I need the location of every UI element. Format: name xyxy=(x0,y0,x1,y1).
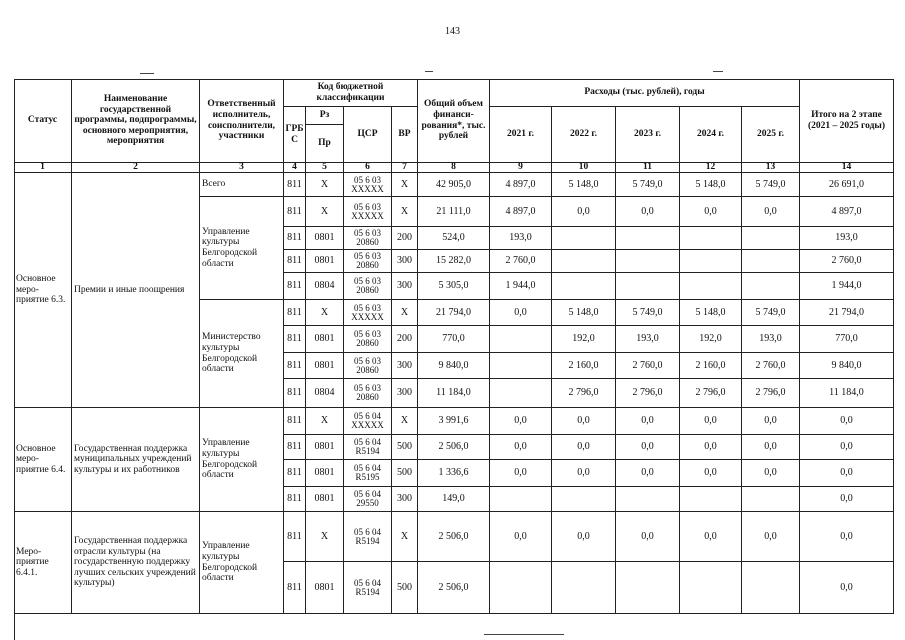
cell-y2022 xyxy=(552,227,616,250)
page-number: 143 xyxy=(445,26,460,37)
cell-y2024: 0,0 xyxy=(680,197,742,227)
cell-vr: 300 xyxy=(392,487,418,512)
cell-csr: 05 6 04 R5194 xyxy=(344,562,392,614)
cell-rzpr: 0801 xyxy=(306,353,344,379)
header-grbs: ГРБ С xyxy=(284,107,306,163)
header-vr: ВР xyxy=(392,107,418,163)
cell-grbs: 811 xyxy=(284,173,306,197)
column-number: 10 xyxy=(552,163,616,173)
cell-sum: 11 184,0 xyxy=(800,379,894,408)
name-cell: Премии и иные поощрения xyxy=(72,173,200,408)
status-cell: Основное меро-приятие 6.3. xyxy=(14,173,72,408)
responsible-cell: Всего xyxy=(200,173,284,197)
cell-rzpr: X xyxy=(306,173,344,197)
cell-y2024: 2 160,0 xyxy=(680,353,742,379)
cell-vr: 500 xyxy=(392,435,418,460)
column-number: 12 xyxy=(680,163,742,173)
cell-y2022: 5 148,0 xyxy=(552,300,616,326)
responsible-cell: Управление культуры Белгородской области xyxy=(200,408,284,512)
cell-y2023: 2 796,0 xyxy=(616,379,680,408)
cell-vr: 300 xyxy=(392,353,418,379)
cell-rzpr: 0801 xyxy=(306,460,344,487)
cell-sum: 0,0 xyxy=(800,408,894,435)
column-number: 8 xyxy=(418,163,490,173)
cell-y2022: 0,0 xyxy=(552,435,616,460)
cell-rzpr: 0804 xyxy=(306,379,344,408)
column-number: 9 xyxy=(490,163,552,173)
cell-y2025: 0,0 xyxy=(742,408,800,435)
cell-vr: 500 xyxy=(392,460,418,487)
responsible-cell: Управление культуры Белгородской области xyxy=(200,512,284,614)
cell-sum: 0,0 xyxy=(800,562,894,614)
header-y2023: 2023 г. xyxy=(616,107,680,163)
cell-vr: X xyxy=(392,300,418,326)
cell-y2024: 192,0 xyxy=(680,326,742,353)
cell-y2023 xyxy=(616,250,680,273)
header-name: Наименование государственной программы, подпрограммы, основного мероприятия, мероприятия xyxy=(72,79,200,163)
cell-grbs: 811 xyxy=(284,408,306,435)
column-number: 4 xyxy=(284,163,306,173)
cell-csr: 05 6 03 20860 xyxy=(344,250,392,273)
cell-csr: 05 6 04 R5194 xyxy=(344,435,392,460)
cell-y2025 xyxy=(742,227,800,250)
cell-sum: 1 944,0 xyxy=(800,273,894,300)
cell-y2023: 0,0 xyxy=(616,512,680,562)
column-number: 11 xyxy=(616,163,680,173)
cell-grbs: 811 xyxy=(284,197,306,227)
cell-rzpr: 0801 xyxy=(306,435,344,460)
cell-y2023: 5 749,0 xyxy=(616,300,680,326)
cell-y2023 xyxy=(616,273,680,300)
cell-vr: X xyxy=(392,512,418,562)
cell-total: 3 991,6 xyxy=(418,408,490,435)
cell-total: 2 506,0 xyxy=(418,562,490,614)
cell-y2023: 0,0 xyxy=(616,460,680,487)
cell-total: 5 305,0 xyxy=(418,273,490,300)
cell-csr: 05 6 04 R5194 xyxy=(344,512,392,562)
cell-rzpr: X xyxy=(306,512,344,562)
column-number: 7 xyxy=(392,163,418,173)
cell-csr: 05 6 03 XXXXX xyxy=(344,173,392,197)
cell-y2022: 0,0 xyxy=(552,197,616,227)
cell-csr: 05 6 04 R5195 xyxy=(344,460,392,487)
cell-sum: 9 840,0 xyxy=(800,353,894,379)
cell-y2021 xyxy=(490,379,552,408)
header-stage-total: Итого на 2 этапе (2021 – 2025 годы) xyxy=(800,79,894,163)
cell-y2025: 0,0 xyxy=(742,460,800,487)
cell-total: 11 184,0 xyxy=(418,379,490,408)
column-number: 13 xyxy=(742,163,800,173)
cell-csr: 05 6 03 XXXXX xyxy=(344,300,392,326)
cell-y2021: 0,0 xyxy=(490,408,552,435)
cell-y2025: 193,0 xyxy=(742,326,800,353)
cell-y2024: 2 796,0 xyxy=(680,379,742,408)
cell-y2023 xyxy=(616,487,680,512)
cell-y2022 xyxy=(552,250,616,273)
cell-y2024 xyxy=(680,562,742,614)
cell-total: 2 506,0 xyxy=(418,512,490,562)
cell-y2024: 5 148,0 xyxy=(680,173,742,197)
cell-y2021: 0,0 xyxy=(490,435,552,460)
cell-total: 2 506,0 xyxy=(418,435,490,460)
cell-vr: 200 xyxy=(392,227,418,250)
cell-rzpr: X xyxy=(306,300,344,326)
cell-rzpr: X xyxy=(306,197,344,227)
status-cell: Меро-приятие 6.4.1. xyxy=(14,512,72,614)
cell-grbs: 811 xyxy=(284,460,306,487)
cell-total: 1 336,6 xyxy=(418,460,490,487)
cell-total: 524,0 xyxy=(418,227,490,250)
cell-total: 42 905,0 xyxy=(418,173,490,197)
cell-y2024 xyxy=(680,273,742,300)
header-status: Статус xyxy=(14,79,72,163)
cell-vr: X xyxy=(392,197,418,227)
cell-grbs: 811 xyxy=(284,227,306,250)
cell-csr: 05 6 03 20860 xyxy=(344,273,392,300)
cell-csr: 05 6 03 XXXXX xyxy=(344,197,392,227)
cell-y2021 xyxy=(490,326,552,353)
cell-y2021 xyxy=(490,353,552,379)
cell-y2024: 0,0 xyxy=(680,460,742,487)
header-budget-code: Код бюджетной классификации xyxy=(284,79,418,107)
cell-rzpr: 0801 xyxy=(306,562,344,614)
cell-y2023: 0,0 xyxy=(616,408,680,435)
header-y2022: 2022 г. xyxy=(552,107,616,163)
cell-sum: 193,0 xyxy=(800,227,894,250)
header-csr: ЦСР xyxy=(344,107,392,163)
header-responsible: Ответственный исполнитель, соисполнители, участники xyxy=(200,79,284,163)
cell-y2023: 2 760,0 xyxy=(616,353,680,379)
cell-sum: 0,0 xyxy=(800,487,894,512)
cell-y2024 xyxy=(680,487,742,512)
cell-rzpr: 0801 xyxy=(306,250,344,273)
cell-sum: 0,0 xyxy=(800,460,894,487)
cell-sum: 770,0 xyxy=(800,326,894,353)
cell-vr: 300 xyxy=(392,273,418,300)
cell-grbs: 811 xyxy=(284,379,306,408)
cell-y2024: 5 148,0 xyxy=(680,300,742,326)
cell-csr: 05 6 04 XXXXX xyxy=(344,408,392,435)
cell-y2021 xyxy=(490,487,552,512)
cell-y2021: 0,0 xyxy=(490,512,552,562)
cell-rzpr: 0801 xyxy=(306,227,344,250)
header-pr: Пр xyxy=(306,125,344,163)
responsible-cell: Министерство культуры Белгородской области xyxy=(200,300,284,408)
name-cell: Государственная поддержка отрасли культуры (на государственную поддержку лучших сельских учреждений культуры) xyxy=(72,512,200,614)
cell-y2022: 0,0 xyxy=(552,512,616,562)
cell-grbs: 811 xyxy=(284,326,306,353)
cell-csr: 05 6 04 29550 xyxy=(344,487,392,512)
cell-total: 9 840,0 xyxy=(418,353,490,379)
cell-y2021: 4 897,0 xyxy=(490,197,552,227)
cell-y2022: 0,0 xyxy=(552,460,616,487)
column-number: 5 xyxy=(306,163,344,173)
cell-y2025: 0,0 xyxy=(742,197,800,227)
header-expenses: Расходы (тыс. рублей), годы xyxy=(490,79,800,107)
cell-y2024: 0,0 xyxy=(680,512,742,562)
cell-grbs: 811 xyxy=(284,273,306,300)
cell-total: 15 282,0 xyxy=(418,250,490,273)
cell-y2022 xyxy=(552,562,616,614)
cell-vr: 300 xyxy=(392,379,418,408)
cell-grbs: 811 xyxy=(284,512,306,562)
cell-y2022: 5 148,0 xyxy=(552,173,616,197)
cell-y2021: 0,0 xyxy=(490,300,552,326)
cell-vr: 300 xyxy=(392,250,418,273)
header-y2024: 2024 г. xyxy=(680,107,742,163)
cell-y2023: 0,0 xyxy=(616,435,680,460)
cell-y2021: 1 944,0 xyxy=(490,273,552,300)
cell-csr: 05 6 03 20860 xyxy=(344,379,392,408)
cell-rzpr: 0804 xyxy=(306,273,344,300)
cell-csr: 05 6 03 20860 xyxy=(344,227,392,250)
cell-y2024: 0,0 xyxy=(680,408,742,435)
cell-y2023 xyxy=(616,562,680,614)
cell-y2025: 0,0 xyxy=(742,435,800,460)
header-total-volume: Общий объем финанси-рования*, тыс. рублей xyxy=(418,79,490,163)
cell-total: 21 794,0 xyxy=(418,300,490,326)
header-rz: Рз xyxy=(306,107,344,125)
cell-grbs: 811 xyxy=(284,353,306,379)
cell-y2021: 2 760,0 xyxy=(490,250,552,273)
column-number: 14 xyxy=(800,163,894,173)
cell-y2022 xyxy=(552,487,616,512)
cell-y2023 xyxy=(616,227,680,250)
cell-y2023: 193,0 xyxy=(616,326,680,353)
cell-y2021: 0,0 xyxy=(490,460,552,487)
cell-y2024: 0,0 xyxy=(680,435,742,460)
cell-y2025: 2 760,0 xyxy=(742,353,800,379)
cell-y2025 xyxy=(742,273,800,300)
cell-y2021: 193,0 xyxy=(490,227,552,250)
cell-sum: 0,0 xyxy=(800,435,894,460)
cell-y2024 xyxy=(680,250,742,273)
cell-y2025: 5 749,0 xyxy=(742,173,800,197)
cell-total: 21 111,0 xyxy=(418,197,490,227)
cell-grbs: 811 xyxy=(284,250,306,273)
column-number: 3 xyxy=(200,163,284,173)
cell-vr: 500 xyxy=(392,562,418,614)
cell-sum: 2 760,0 xyxy=(800,250,894,273)
cell-vr: X xyxy=(392,173,418,197)
header-y2025: 2025 г. xyxy=(742,107,800,163)
cell-rzpr: X xyxy=(306,408,344,435)
cell-y2025: 2 796,0 xyxy=(742,379,800,408)
name-cell: Государственная поддержка муниципальных учреждений культуры и их работников xyxy=(72,408,200,512)
cell-y2024 xyxy=(680,227,742,250)
cell-y2023: 5 749,0 xyxy=(616,173,680,197)
header-y2021: 2021 г. xyxy=(490,107,552,163)
cell-y2025 xyxy=(742,250,800,273)
responsible-cell: Управление культуры Белгородской области xyxy=(200,197,284,300)
cell-grbs: 811 xyxy=(284,562,306,614)
cell-grbs: 811 xyxy=(284,300,306,326)
cell-sum: 0,0 xyxy=(800,512,894,562)
cell-y2022: 2 796,0 xyxy=(552,379,616,408)
cell-vr: X xyxy=(392,408,418,435)
column-number: 6 xyxy=(344,163,392,173)
column-number: 1 xyxy=(14,163,72,173)
cell-y2022: 2 160,0 xyxy=(552,353,616,379)
cell-y2023: 0,0 xyxy=(616,197,680,227)
cell-y2025 xyxy=(742,562,800,614)
status-cell: Основное меро-приятие 6.4. xyxy=(14,408,72,512)
cell-total: 149,0 xyxy=(418,487,490,512)
cell-grbs: 811 xyxy=(284,487,306,512)
cell-vr: 200 xyxy=(392,326,418,353)
cell-total: 770,0 xyxy=(418,326,490,353)
column-number: 2 xyxy=(72,163,200,173)
cell-y2021 xyxy=(490,562,552,614)
cell-rzpr: 0801 xyxy=(306,326,344,353)
cell-csr: 05 6 03 20860 xyxy=(344,326,392,353)
cell-y2025 xyxy=(742,487,800,512)
cell-sum: 26 691,0 xyxy=(800,173,894,197)
cell-sum: 4 897,0 xyxy=(800,197,894,227)
cell-sum: 21 794,0 xyxy=(800,300,894,326)
cell-y2021: 4 897,0 xyxy=(490,173,552,197)
cell-y2022: 192,0 xyxy=(552,326,616,353)
cell-y2022 xyxy=(552,273,616,300)
cell-grbs: 811 xyxy=(284,435,306,460)
cell-y2025: 5 749,0 xyxy=(742,300,800,326)
cell-rzpr: 0801 xyxy=(306,487,344,512)
cell-y2025: 0,0 xyxy=(742,512,800,562)
cell-csr: 05 6 03 20860 xyxy=(344,353,392,379)
cell-y2022: 0,0 xyxy=(552,408,616,435)
